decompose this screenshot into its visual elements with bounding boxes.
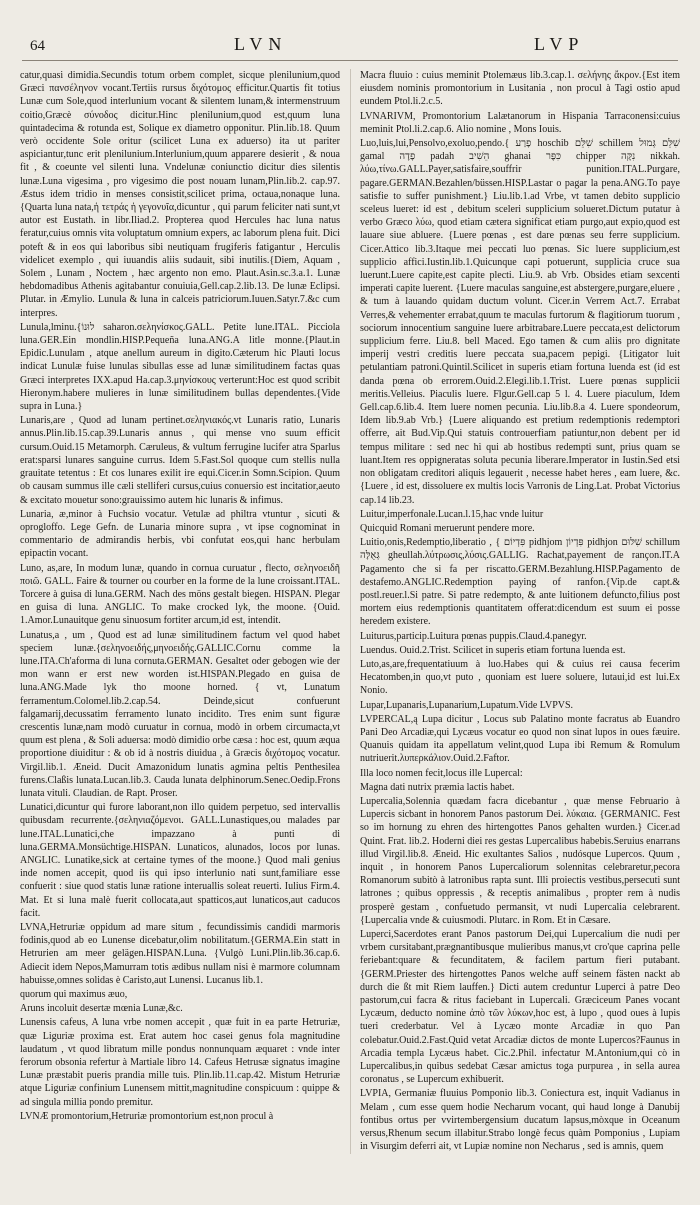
two-column-body <box>20 69 680 1154</box>
dictionary-entry: quorum qui maximus æuo, <box>20 989 128 1001</box>
dictionary-entry: Lunaris,are , Quod ad lunam pertinet.σεληνιακός.vt Lunaris ratio, Lunaris annus.Plin.lib.15.cap.39.Lunaris annus , qui mense vno suum efficit cursum.Ouid.15 Metamorph. Cæruleus, & vultum ferrugine lucifer atra Sparlus erat:sparsi lunares sanguine currus. Idem 5.Fast.Sol quoque cum stellis nulla grauitate tetentus : Et cos lunares exilit ire equi.Cicer.in Somn.Scipion. Quum ob causam summus ille cæli stelliferi cursus,cuius conuersio est incitatior,aeuto & excitato mouetur sono:grauissimo autem hic lunaris & infimus. <box>20 415 340 506</box>
dictionary-entry: Magna dati nutrix præmia lactis habet. <box>360 781 515 793</box>
dictionary-entry: Luitio,onis,Redemptio,liberatio , { פִּדְיוֹם pidhjom פִּדְיוֹן pidhjon שִׁלּוּם schillum גְּאֻלָּה gheullah.λύτρωσις,λύσις.GALLIG. Rachat,payement de rançon.IT.A Pagamento che si fa per riscatto.GERM.Bezahlung.HISP.Pagamento de destafemo.ANGLIC.Redemption paying of ranfon.{Vip.de capt.& postl.reuer.l.Si patre. Si patre redempto, & ante luitionem defuncto,filius post mortem eius redemptionis quantitatem offerat:dicendum est suum ei posse heredem existere. <box>360 537 680 628</box>
dictionary-entry: Lunensis cafeus, A luna vrbe nomen accepit , quæ fuit in ea parte Hetruriæ, quæ Liguriæ proxima est. Erat autem hoc casei genus fola magnitudine laudatum , vt quod libratum mille pondus nonnunquam æquaret : vnde inter ferorum obsonia refertur à Martiale libro 14. Cafeus Hetrusæ signatus imagine Lunæ præstabit pueris prandia mille tuis. Plin.lib.11.cap.42. Mistum Hetruriæ atque Liguriæ confinium Lunensem mittit,magnitudine conspicuum : quippe & ad singula millia pondo premitur. <box>20 1017 340 1108</box>
dictionary-entry: Aruns incoluit desertæ mœnia Lunæ,&c. <box>20 1003 183 1015</box>
dictionary-entry: Lunatus,a , um , Quod est ad lunæ similitudinem factum vel quod habet speciem lunæ.{σεληνοειδής,μηνοειδής.GALLIC.Cornu comme la lune.ITA.Ch'aforma di luna cornuta.GERMAN. Gesaltet oder gebogen wie der mon wann er erst new worden ist.HISPAN.Plegado en guisa de luna.ANG.Made lyk tho moone horned. { vt, Lunatum ferramentum.Colomel.lib.2.cap.54. Deinde,sicut confuerunt falgamarij,decussatim ferramento lunato incidito. Tres enim sunt figuræ crescentis lunæ,nam modò curuatur in cornua, modò in orbem circumacta,vt quum est plena , & Soli aduersa: modò dimidio orbe cæsa : hoc est, quum æqua proportione diuiditur : & ob id à nostris diuidua , à Græcis διχότομος vocatur. Virgil.lib.1. Æneid. Ducit Amazonidum lunatis agmina peltis Penthesilea furens.Claßis lunata.Lucan.lib.3. Cauda lunata delphinorum.Senec.Oedip.Frons lunata vituli. Claudian. de Rapt. Proser. <box>20 629 340 799</box>
right-column <box>360 69 680 1154</box>
column-rule <box>350 69 351 1154</box>
dictionary-entry: Luperci,Sacerdotes erant Panos pastorum Dei,qui Lupercalium die nudi per vrbem cursitabant,prægnantibusque mulieribus manus,vt cro'que caprina pelle feriebant:quare & fecunditatem, & facilem partum fieri putabant.{GERM.Priester des hirtengottes Panos welche auff seinem fästen nackt ab durch die ßt mit Riem lauffen.} Dicti autem creduntur Luperci à patre Deo pastorum,cui facra & ritus faciebant in Lupercali. Græciceum Panes vocant Lycæum, deducto nomine ἀπὸ τῶν λύκων,hoc est, à lupo , quod oues à lupis tueri crederbatur. Vel à Lycæo monte Arcadiæ in quo Pan colebatur.Ouid.2.Fast.Quid vetat Arcadiæ dictos de monte Lupercos?Faunus in Arcadia templa Lycæus habet. Cic.2.Phil. infectatur M.Antonium,qui cò in Lupercalibus,in quibus sedebat Cæsar amictus toga purpurea , in sella aurea coronatus , se Lupercum exhibuerit. <box>360 929 680 1086</box>
dictionary-entry: Quicquid Romani meruerunt pendere more. <box>360 522 535 534</box>
dictionary-entry: LVNÆ promontorium,Hetruriæ promontorium est,non procul à <box>20 1110 274 1122</box>
dictionary-entry: catur,quasi dimidia.Secundis totum orbem complet, sicque plenilunium,quod Græci πανσέληνον vocant.Tertiis rursus διχότομος efficitur.Quartis fit totius Lunæ cum Sole,quod interlunium vocant & silentem lunam,& intermenstruum coitio,Græcè σύνοδος dicitur.Hinc plenilunium,quod est,quum luna quintadecima & rotunda est, Solique ex diametro opponitur. Plin.lib.18. Quum verò occidente Sole oritur (scilicet Luna ex aduerso) ita ut pariter aspiciantur,tunc erit plenilunium.Interlunium,quum apparere desierit , & noua fit , & coeunte vel silenti luna. Vndelunæ coniunctio dicitur dies silentis lunæ.Luna vigesima , pro vigesimo die post nouam lunam,Plin.lib.2. cap.97. Æstus idem tridio in menses consistit,scilicet prima, octaua,nonaque luna. {Quarta luna nata,ἡ τετράς ἡ γεγονυῖα,dicuntur , qui parum feliciter nati sunt,vt autor est Eustath. in libr.Iliad.2. Propterea quod Hercules hac luna natus feratur,cuius omnis vita voluptatum omnium expers, ac laborum plena fuit. Dici poteft & in eos qui laboribus sibi neutiquam frugiferis fatigantur , Herculis videlicet exemplo , qui iuuandis aliis sudauit, sibi inutilis.{Diem, Aquam , Solem , Lunam , Noctem , hæc argento non emo. Plaut.Asin.sc.3.a.1. Lunæ hebdomadibus Athenis agitabantur conuiuia,Gell.cap.2.lib.13. De lunæ Eclipsi. Plutar. in Æmylio. Lunula & luna in calceis patriciorum.Iuuen.Satyr.7.&c cum interpres. <box>20 70 340 319</box>
dictionary-entry: Luitur,imperfonale.Lucan.l.15,hac vnde luitur <box>360 508 544 520</box>
page-header <box>22 32 678 61</box>
dictionary-entry: LVPIA, Germaniæ fluuius Pomponio lib.3. Coniectura est, inquit Vadianus in Melam , cum esse quem hodie Necharum vocant, qui haud longe à Danubij fontibus ortus per vvirtembergensium ducatum lapsus,mòxque in Oceanum versus,Rhenum secum illabitur.Strabo longè fecus quàm Pomponius , Lupiam in Visurgim deferri ait, vt Lupiæ nomine non Necharus , sed is amnis, quem <box>360 1088 680 1153</box>
dictionary-entry: Lupercalia,Solennia quædam facra dicebantur , quæ mense Februario à Lupercis sicbant in honorem Panos pastorum Dei. λύκαια. {GERMANIC. Fest so im hornung zu ehren des hirtengottes Panos gehalten wurden.} Cicer.ad Quint. Frat. lib.2. Hoderni diei res gestas Lupercalibus habebis.Seruius enarrans illud Virgil.lib.8. Æneid. Hic exultantes Salios , nudósque Lupercos. Quum , inquit , in honorem Panos Lupercaliorum solennitas celebraretur,pecora Romanorum subitò à latronibus rapta sunt. Illi proiectis vestibus,persecuti sunt latrones ; quibus oppressis , & receptis animalibus , propter rem à nudis prosperè gestam , confuetudo permansit, vt nudi Lupercalia celebrarent. {Lupercalia vnde & cuiusmodi. Plutarc. in Rom. Et in Cæsare. <box>360 795 680 926</box>
dictionary-entry: Luendus. Ouid.2.Trist. Scilicet in superis etiam fortuna luenda est. <box>360 644 626 656</box>
dictionary-entry: Luiturus,particip.Luitura pœnas puppis.Claud.4.panegyr. <box>360 630 587 642</box>
dictionary-entry: LVPERCAL,ą Lupa dicitur , Locus sub Palatino monte facratus ab Euandro Pani Deo Arcadiæ,qui Lycæus vocatur eo quod non sinat lupos in oues fæuire. Quanuis quidam ita appellatum velint,quod Lupa ibi Remum & Romulum nutriuerit.λυπερκάλιον.Ouid.2.Faftor. <box>360 713 680 765</box>
dictionary-entry: Lunaria, æ,minor à Fuchsio vocatur. Vetulæ ad philtra vtuntur , sicuti & oprogloffo. Lege Gefn. de Lunaria minore supra , vt ipse cognominat in commentario de admirandis herbis, vbi confutat eos,qui hanc herbulam epipactin vocant. <box>20 508 340 560</box>
dictionary-entry: Lunatici,dicuntur qui furore laborant,non illo quidem perpetuo, sed intervallis quibusdam recurrente.{σεληνιαζόμενοι. GALL.Lunastiques,ou malades par lune.ITAL.Lunatici,che impazzano à punti di luna.GERMA.Monsüchtige.HISPAN. Lunaticos, alunados, locos por lunas. ANGLIC. Lunatike,sick at certaine tymes of the moone.} Quod mali genius inde nomen accepit, quod iis qui ipso interlunio nati sunt,familiare esse confuerit : siue quod statis lunæ ratione interuallis soleat reuerti. Iulius Firm.4. Mat. Et si luna malè fuerit collocata,aut spatticos,aut lunaticos,aut caducos facit. <box>20 802 340 919</box>
left-column <box>20 69 340 1154</box>
dictionary-entry: LVNA,Hetruriæ oppidum ad mare situm , fecundissimis candidi marmoris fodinis,quod ab eo Lunense dicebatur,olim nobilitatum.{GERMA.Ein statt in Hetrurien am meer gelägen.HISPAN.Luna. {Vulgò Luni.Plin.lib.36.cap.6. Adiecit idem Nepos,Mamurram totis ædibus nullam nisi è marmore columnam habuisse,omnes solidas è Caristo,aut Lunensi. Lucanus lib.1. <box>20 922 340 986</box>
dictionary-entry: Macra fluuio : cuius meminit Ptolemæus lib.3.cap.1. σελήνης ἄκρον.{Est item eiusdem nominis promontorium in Lusitania , non procul à Tagi ostio apud eundem Ptol.li.2.c.5. <box>360 70 680 108</box>
page-number: 64 <box>30 38 45 54</box>
dictionary-entry: LVNARIVM, Promontorium Lalætanorum in Hispania Tarraconensi:cuius meminit Ptol.li.2.cap.6. Alio nomine , Mons Iouis. <box>360 110 680 135</box>
running-head-left: LVN <box>234 34 288 54</box>
running-head-right: LVP <box>534 34 585 54</box>
dictionary-entry: Lupar,Lupanaris,Lupanarium,Lupatum.Vide LVPVS. <box>360 699 574 711</box>
dictionary-entry: Luto,as,are,frequentatiuum à luo.Habes qui & cuius rei causa fecerim Hecatomben,in quo,vt puto , quoniam est luere soluere, lutaui,id est lui.Ex Nonio. <box>360 658 680 697</box>
dictionary-entry: Luno, as,are, In modum lunæ, quando in cornua curuatur , flecto, σεληνοειδῆ ποιῶ. GALL. Faire & tourner ou courber en la forme de la lune croissant.ITAL. Torcere à guisa di luna.GERM. Nach des möns gestalt biegen. HISPAN. Plegar en guisa di luna. ANGLIC. To make crocked lyk, the moone. {Ouid. 1.Amor.Lunauitque genu sinuosum fortiter arcum,id est, intendit. <box>20 562 340 627</box>
dictionary-entry: Illa loco nomen fecit,locus ille Lupercal: <box>360 767 523 779</box>
dictionary-entry: Lunula,lminu.{לוּנוֹ saharon.σεληνίσκος.GALL. Petite lune.ITAL. Picciola luna.GER.Ein mondlin.HISP.Pequeña luna.ANG.A litle monne.{Plaut.in Epidic.Lunulam , atque anellum aureum in digito.Cæterum hic Plauti locus indicat Lunulæ fuise lunulas sibullas esse ad lunæ similitudinem factas quas Græci interpretes IXX.apud Ha.cap.3.μηνίσκους verterunt:Hoc est quod scribit Hieronym.habere mulieres in lunæ similitudinem bullas dependentes.{Vide supra in Luna.} <box>20 321 340 413</box>
dictionary-entry: Luo,luis,lui,Pensolvo,exoluo,pendo.{ פָרַע hoschib שִׁלֵּם schillem שִׁלֵּם גְּמוּל gamal פָדָה padah הֵשִׁיב ghanai כִּפֶּר chipper נִקָּה nikkah. λύω,τίνω.GALL.Payer,satisfaire,souffrir punition.ITAL.Purgare, pagare.GERMAN.Bezahlen/büssen.HISP.Lastar o pagar la pena.ANG.To paye satisfie to suffer punishment.} Liu.lib.1.ad Vrbe, vt tamen debito supplicio sceleus lueret: id est , debitum sceleri supplicium solueret.Dictum putatur à verbo Græco λύω, quod etiam cætera significat etiam purgo,aut expio,quod est lauare siue abluere. {Luere pœnas , est dare pœnas seu ferre supplicium. Cicer.Attico lib.3.Itaque mei peccati luo pœnas. Sic luere supplicium,est supplicio affici.Iustin.lib.1.Quicunque capi potuerunt, supplicia cruce sua luerunt.Luere capite,est capite plecti. Liu.9. ab Vrb. Obsides etiam sexcenti imperati capite luerent. {Luere maculas sanguine,est abstergere,purgare,eluere , & tum à lauando quidam ductum volunt. Cicer.in Verrem Act.7. Errabat Verres,& vehementer errabat,quum te maculas furtorum & flagitiorum tuorum , sociorum innocentium sanguine luere arbitrabare.Luere peccata,est delictorum supplicium ferre. Liu.8. bell Maced. Ego tamen & cum aliis pro dignitate imperij vestri creditis luere peccata sua,pacem pepigi. {Litigator luit petulantiam patroni.Quintil.Scilicet in superis etiam fortuna luenda est (id est danda pœna ob errorem.Ouid.2.Elegi.lib.1.Trist. Luere pœnas supplicii meritis.Velleius. Piaculis luere. Flgur.Gell.cap 5 l. 4. Luere piaculum, Idem Gell.cap.6.lib.4. Item luere nomen pecunia. Liu.lib.8.a 4. Luere spondeorum, Idem lib.9.ab Vrb.} {Luere aliquando est pretium redemptionis redemptori offerre, ait Bud.Vip.Qui statuis controuerfiam patiuntur,non debent per id tempus militare : sed nec hi qui ab hostibus redempti sunt, prius quam se luant.Item res oppigneratas soluta pecunia liberare.Imperator in Iustin.Sed etsi non obligatam creditori aliquis legauerit , necesse habet heres , eam luere, &c.{Luere , id est, dissoluere ex multis locis Varronis de Ling.Lat. Probat Victorius cap.14 lib.23. <box>360 138 680 506</box>
